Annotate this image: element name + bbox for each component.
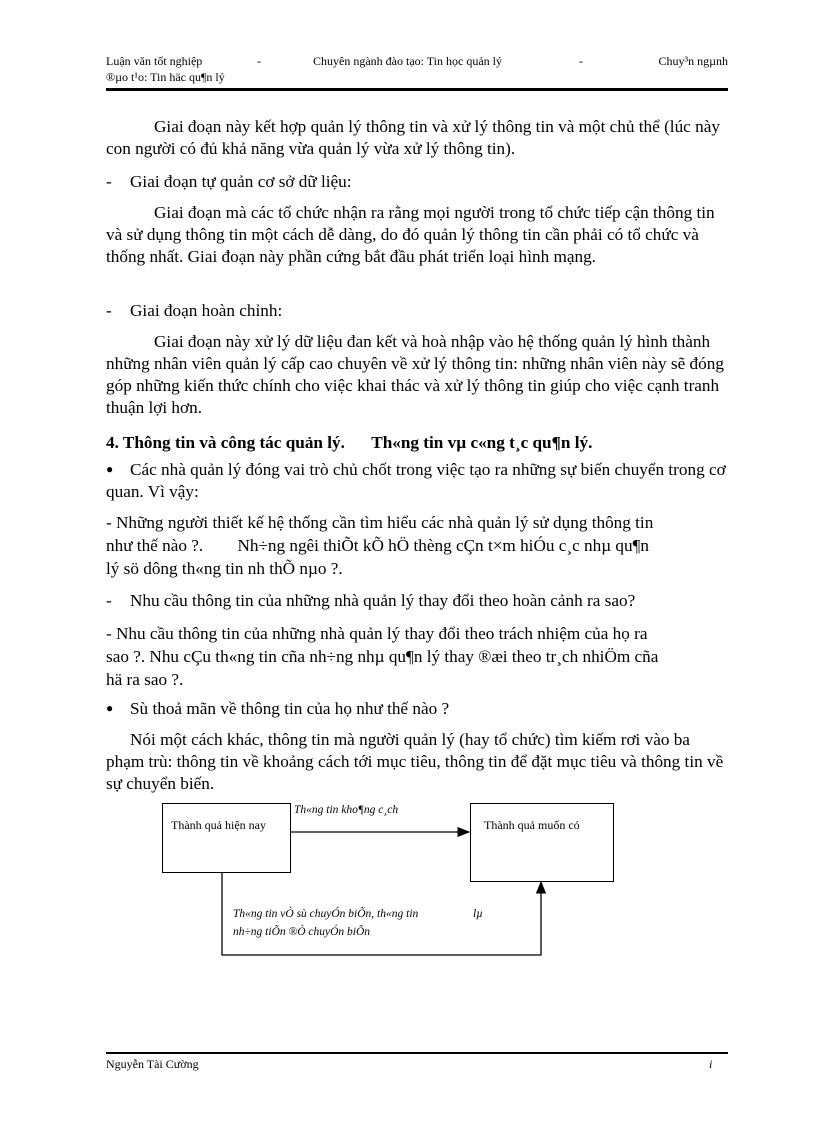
text-line-garbled: sao ?. Nhu cÇu th«ng tin cña nh÷ng nhµ qu¶n lý thay ®æi theo tr¸ch nhiÖm cña — [106, 647, 659, 666]
dash-item-text: Giai đoạn hoàn chỉnh: — [130, 301, 283, 320]
bullet-icon: ● — [106, 462, 114, 476]
footer-author: Nguyễn Tài Cường — [106, 1057, 199, 1071]
header-separator: - — [579, 54, 583, 68]
box-label: Thành quả muốn có — [484, 818, 580, 832]
text-fragment: như thế nào ?. — [106, 536, 204, 555]
box-desired-result — [470, 803, 614, 882]
paragraph-1: Giai đoạn này kết hợp quản lý thông tin và xử lý thông tin và một chủ thể (lúc này con người có đủ khả năng vừa quản lý vừa xử lý thông tin). — [106, 117, 720, 158]
header-right-title: Chuy³n ngµnh — [658, 54, 728, 68]
paragraph-2: Giai đoạn mà các tổ chức nhận ra rằng mọi người trong tổ chức tiếp cận thông tin và sử dụng thông tin một cách dễ dàng, do đó quản lý thông tin cần phải có tổ chức và thống nhất. Giai đoạn này phần cứng bắt đầu phát triển loại hình mạng. — [106, 203, 715, 266]
feedback-label-tail: lµ — [473, 908, 483, 920]
section-heading-garbled: Th«ng tin vµ c«ng t¸c qu¶n lý. — [371, 433, 593, 452]
text-line: - Nhu cầu thông tin của những nhà quản lý thay đổi theo trách nhiệm của họ ra — [106, 624, 648, 643]
bullet-item-text: Sù thoả mãn về thông tin của họ như thế nào ? — [130, 699, 450, 718]
header-separator: - — [257, 54, 261, 68]
box-current-result — [162, 803, 291, 873]
footer-page-number: i — [709, 1057, 713, 1071]
dash-marker: - — [106, 172, 112, 191]
dash-marker: - — [106, 301, 112, 320]
feedback-label-line1: Th«ng tin vÒ sù chuyÓn biÕn, th«ng tin — [233, 908, 419, 920]
footer-rule — [106, 1052, 728, 1054]
bullet-icon: ● — [106, 701, 114, 715]
paragraph-3: Giai đoạn này xử lý dữ liệu đan kết và hoà nhập vào hệ thống quản lý hình thành những nhân viên quản lý cấp cao chuyên về xử lý thông tin: những nhân viên này sẽ đóng góp những kiến thức chính cho việc khai thác và xử lý thông tin giúp cho việc cạnh tranh thuận lợi hơn. — [106, 332, 724, 417]
header-left-line2: ®µo t¹o: Tin häc qu¶n lý — [106, 70, 225, 84]
bullet-item-text: Các nhà quản lý đóng vai trò chủ chốt trong việc tạo ra những sự biến chuyển trong cơ quan. Vì vậy: — [106, 460, 726, 501]
header-left-title: Luận văn tốt nghiệp — [106, 54, 203, 68]
box-label: Thành quả hiện nay — [171, 818, 266, 832]
arrow-label: Th«ng tin kho¶ng c¸ch — [294, 804, 399, 816]
text-line-garbled: lý sö dông th«ng tin nh thÕ nµo ?. — [106, 559, 343, 578]
header-center-title: Chuyên ngành đào tạo: Tin học quản lý — [313, 54, 502, 68]
paragraph-4: Nói một cách khác, thông tin mà người quản lý (hay tổ chức) tìm kiếm rơi vào ba phạm trù: thông tin về khoảng cách tới mục tiêu, thông tin để đặt mục tiêu và thông tin về sự chuyển biến. — [106, 730, 724, 793]
dash-item-text: Nhu cầu thông tin của những nhà quản lý thay đổi theo hoàn cảnh ra sao? — [130, 591, 636, 610]
feedback-label-line2: nh÷ng tiÕn ®Ò chuyÓn biÕn — [233, 926, 371, 938]
text-line: - Những người thiết kế hệ thống cần tìm hiểu các nhà quản lý sử dụng thông tin — [106, 513, 654, 532]
text-fragment-garbled: Nh÷ng ngêi thiÕt kÕ hÖ thèng cÇn t×m hiÓu c¸c nhµ qu¶n — [237, 536, 649, 555]
dash-item-text: Giai đoạn tự quản cơ sở dữ liệu: — [130, 172, 352, 191]
text-line-garbled: hä ra sao ?. — [106, 670, 184, 689]
dash-marker: - — [106, 591, 112, 610]
section-heading-text: 4. Thông tin và công tác quản lý. — [106, 433, 345, 452]
